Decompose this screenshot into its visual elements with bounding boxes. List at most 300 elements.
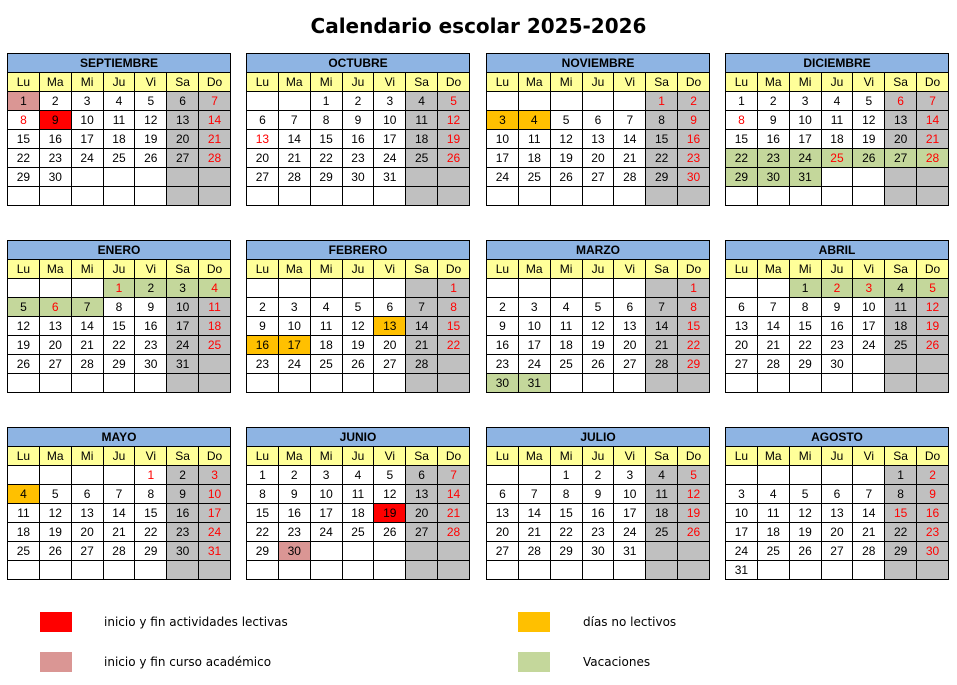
empty-cell xyxy=(518,187,550,206)
empty-cell xyxy=(374,542,406,561)
day-cell: 19 xyxy=(582,336,614,355)
day-cell: 21 xyxy=(757,336,789,355)
empty-cell xyxy=(199,168,231,187)
legend-label-inicio-fin-curso: inicio y fin curso académico xyxy=(104,655,272,669)
day-cell: 26 xyxy=(853,149,885,168)
month-name: JUNIO xyxy=(247,428,470,447)
day-cell: 5 xyxy=(550,111,582,130)
month-agosto xyxy=(725,427,949,580)
day-cell: 17 xyxy=(789,130,821,149)
month-name: ENERO xyxy=(8,241,231,260)
weekday-label: Ju xyxy=(342,447,374,466)
weekday-label: Ma xyxy=(39,447,71,466)
weekday-label: Mi xyxy=(310,73,342,92)
day-cell: 29 xyxy=(8,168,40,187)
day-cell: 28 xyxy=(614,168,646,187)
empty-cell xyxy=(71,466,103,485)
weekday-label: Mi xyxy=(789,260,821,279)
day-cell: 10 xyxy=(789,111,821,130)
day-cell: 6 xyxy=(374,298,406,317)
day-cell: 4 xyxy=(518,111,550,130)
day-cell: 16 xyxy=(39,130,71,149)
day-cell: 18 xyxy=(342,504,374,523)
weekday-label: Do xyxy=(438,73,470,92)
day-cell: 9 xyxy=(342,111,374,130)
day-cell: 13 xyxy=(39,317,71,336)
legend-swatch-vacaciones xyxy=(518,652,550,672)
day-cell: 26 xyxy=(374,523,406,542)
empty-cell xyxy=(821,561,853,580)
day-cell: 9 xyxy=(278,485,310,504)
day-cell: 29 xyxy=(103,355,135,374)
day-cell: 10 xyxy=(487,130,519,149)
weekday-label: Ma xyxy=(518,447,550,466)
day-cell: 19 xyxy=(789,523,821,542)
day-cell: 28 xyxy=(646,355,678,374)
day-cell: 26 xyxy=(8,355,40,374)
day-cell: 12 xyxy=(374,485,406,504)
day-cell: 5 xyxy=(438,92,470,111)
day-cell: 1 xyxy=(789,279,821,298)
day-cell: 13 xyxy=(374,317,406,336)
day-cell: 7 xyxy=(614,111,646,130)
month-name: MARZO xyxy=(487,241,710,260)
empty-cell xyxy=(821,466,853,485)
day-cell: 6 xyxy=(487,485,519,504)
month-name: AGOSTO xyxy=(726,428,949,447)
day-cell: 6 xyxy=(582,111,614,130)
day-cell: 25 xyxy=(518,168,550,187)
weekday-label: Ju xyxy=(821,260,853,279)
day-cell: 29 xyxy=(550,542,582,561)
day-cell: 26 xyxy=(342,355,374,374)
day-cell: 15 xyxy=(789,317,821,336)
weekday-label: Ju xyxy=(582,73,614,92)
empty-cell xyxy=(646,561,678,580)
weekday-label: Do xyxy=(438,260,470,279)
day-cell: 6 xyxy=(614,298,646,317)
day-cell: 10 xyxy=(199,485,231,504)
weekday-label: Ma xyxy=(39,260,71,279)
empty-cell xyxy=(438,355,470,374)
day-cell: 10 xyxy=(71,111,103,130)
day-cell: 1 xyxy=(8,92,40,111)
day-cell: 2 xyxy=(487,298,519,317)
day-cell: 26 xyxy=(582,355,614,374)
empty-cell xyxy=(135,374,167,393)
empty-cell xyxy=(103,168,135,187)
day-cell: 16 xyxy=(278,504,310,523)
weekday-label: Lu xyxy=(487,447,519,466)
day-cell: 3 xyxy=(167,279,199,298)
day-cell: 25 xyxy=(757,542,789,561)
day-cell: 21 xyxy=(71,336,103,355)
empty-cell xyxy=(757,374,789,393)
day-cell: 13 xyxy=(167,111,199,130)
day-cell: 7 xyxy=(853,485,885,504)
day-cell: 19 xyxy=(135,130,167,149)
day-cell: 4 xyxy=(406,92,438,111)
empty-cell xyxy=(550,187,582,206)
empty-cell xyxy=(438,168,470,187)
weekday-label: Sa xyxy=(646,73,678,92)
day-cell: 5 xyxy=(789,485,821,504)
day-cell: 15 xyxy=(247,504,279,523)
empty-cell xyxy=(342,187,374,206)
day-cell: 26 xyxy=(550,168,582,187)
empty-cell xyxy=(406,561,438,580)
empty-cell xyxy=(8,279,40,298)
day-cell: 20 xyxy=(406,504,438,523)
day-cell: 8 xyxy=(789,298,821,317)
day-cell: 26 xyxy=(789,542,821,561)
month-name: JULIO xyxy=(487,428,710,447)
day-cell: 27 xyxy=(487,542,519,561)
day-cell: 10 xyxy=(518,317,550,336)
day-cell: 5 xyxy=(39,485,71,504)
weekday-label: Ju xyxy=(103,260,135,279)
empty-cell xyxy=(789,466,821,485)
day-cell: 11 xyxy=(821,111,853,130)
empty-cell xyxy=(71,187,103,206)
weekday-label: Lu xyxy=(487,73,519,92)
empty-cell xyxy=(582,92,614,111)
day-cell: 24 xyxy=(310,523,342,542)
day-cell: 2 xyxy=(342,92,374,111)
day-cell: 6 xyxy=(406,466,438,485)
day-cell: 15 xyxy=(135,504,167,523)
day-cell: 28 xyxy=(757,355,789,374)
day-cell: 25 xyxy=(310,355,342,374)
day-cell: 27 xyxy=(247,168,279,187)
day-cell: 19 xyxy=(438,130,470,149)
weekday-label: Do xyxy=(199,73,231,92)
empty-cell xyxy=(726,279,758,298)
empty-cell xyxy=(646,279,678,298)
day-cell: 22 xyxy=(550,523,582,542)
day-cell: 22 xyxy=(103,336,135,355)
day-cell: 21 xyxy=(614,149,646,168)
day-cell: 23 xyxy=(39,149,71,168)
day-cell: 5 xyxy=(853,92,885,111)
empty-cell xyxy=(487,92,519,111)
day-cell: 23 xyxy=(678,149,710,168)
empty-cell xyxy=(853,168,885,187)
day-cell: 16 xyxy=(917,504,949,523)
day-cell: 26 xyxy=(39,542,71,561)
day-cell: 30 xyxy=(678,168,710,187)
day-cell: 27 xyxy=(39,355,71,374)
empty-cell xyxy=(885,355,917,374)
weekday-label: Sa xyxy=(406,73,438,92)
empty-cell xyxy=(8,374,40,393)
day-cell: 9 xyxy=(247,317,279,336)
day-cell: 31 xyxy=(518,374,550,393)
day-cell: 25 xyxy=(646,523,678,542)
month-marzo xyxy=(486,240,710,393)
weekday-label: Lu xyxy=(247,447,279,466)
weekday-label: Lu xyxy=(487,260,519,279)
empty-cell xyxy=(917,355,949,374)
day-cell: 8 xyxy=(550,485,582,504)
weekday-label: Mi xyxy=(310,447,342,466)
month-febrero xyxy=(246,240,470,393)
day-cell: 7 xyxy=(406,298,438,317)
day-cell: 15 xyxy=(310,130,342,149)
empty-cell xyxy=(518,466,550,485)
day-cell: 14 xyxy=(406,317,438,336)
day-cell: 2 xyxy=(582,466,614,485)
day-cell: 3 xyxy=(726,485,758,504)
empty-cell xyxy=(167,187,199,206)
day-cell: 20 xyxy=(247,149,279,168)
day-cell: 12 xyxy=(582,317,614,336)
empty-cell xyxy=(853,561,885,580)
day-cell: 7 xyxy=(917,92,949,111)
day-cell: 4 xyxy=(757,485,789,504)
day-cell: 25 xyxy=(342,523,374,542)
day-cell: 19 xyxy=(374,504,406,523)
day-cell: 12 xyxy=(135,111,167,130)
day-cell: 10 xyxy=(726,504,758,523)
empty-cell xyxy=(789,187,821,206)
day-cell: 9 xyxy=(678,111,710,130)
day-cell: 7 xyxy=(103,485,135,504)
day-cell: 21 xyxy=(199,130,231,149)
day-cell: 27 xyxy=(885,149,917,168)
day-cell: 1 xyxy=(135,466,167,485)
empty-cell xyxy=(310,279,342,298)
day-cell: 4 xyxy=(885,279,917,298)
day-cell: 30 xyxy=(39,168,71,187)
day-cell: 30 xyxy=(917,542,949,561)
day-cell: 9 xyxy=(582,485,614,504)
day-cell: 3 xyxy=(789,92,821,111)
legend-swatch-inicio-fin-curso xyxy=(40,652,72,672)
day-cell: 23 xyxy=(917,523,949,542)
month-junio xyxy=(246,427,470,580)
day-cell: 3 xyxy=(487,111,519,130)
weekday-label: Ma xyxy=(518,260,550,279)
day-cell: 5 xyxy=(374,466,406,485)
day-cell: 4 xyxy=(821,92,853,111)
weekday-label: Vi xyxy=(614,447,646,466)
empty-cell xyxy=(582,187,614,206)
day-cell: 8 xyxy=(646,111,678,130)
day-cell: 30 xyxy=(135,355,167,374)
weekday-label: Vi xyxy=(853,260,885,279)
weekday-label: Vi xyxy=(374,447,406,466)
empty-cell xyxy=(726,466,758,485)
empty-cell xyxy=(917,168,949,187)
weekday-label: Ma xyxy=(757,260,789,279)
day-cell: 23 xyxy=(167,523,199,542)
day-cell: 14 xyxy=(853,504,885,523)
day-cell: 7 xyxy=(199,92,231,111)
day-cell: 20 xyxy=(582,149,614,168)
empty-cell xyxy=(757,187,789,206)
day-cell: 13 xyxy=(726,317,758,336)
day-cell: 24 xyxy=(614,523,646,542)
day-cell: 9 xyxy=(39,111,71,130)
day-cell: 18 xyxy=(757,523,789,542)
day-cell: 1 xyxy=(646,92,678,111)
empty-cell xyxy=(247,561,279,580)
day-cell: 30 xyxy=(582,542,614,561)
day-cell: 28 xyxy=(438,523,470,542)
day-cell: 22 xyxy=(678,336,710,355)
day-cell: 19 xyxy=(678,504,710,523)
day-cell: 14 xyxy=(614,130,646,149)
empty-cell xyxy=(71,168,103,187)
day-cell: 16 xyxy=(582,504,614,523)
empty-cell xyxy=(853,355,885,374)
day-cell: 8 xyxy=(678,298,710,317)
day-cell: 28 xyxy=(199,149,231,168)
day-cell: 20 xyxy=(71,523,103,542)
empty-cell xyxy=(278,561,310,580)
day-cell: 21 xyxy=(646,336,678,355)
day-cell: 25 xyxy=(8,542,40,561)
day-cell: 11 xyxy=(550,317,582,336)
day-cell: 18 xyxy=(8,523,40,542)
day-cell: 3 xyxy=(614,466,646,485)
empty-cell xyxy=(406,187,438,206)
day-cell: 8 xyxy=(726,111,758,130)
day-cell: 5 xyxy=(342,298,374,317)
day-cell: 12 xyxy=(789,504,821,523)
day-cell: 29 xyxy=(310,168,342,187)
day-cell: 4 xyxy=(310,298,342,317)
day-cell: 3 xyxy=(853,279,885,298)
empty-cell xyxy=(614,187,646,206)
day-cell: 9 xyxy=(917,485,949,504)
day-cell: 11 xyxy=(518,130,550,149)
month-name: ABRIL xyxy=(726,241,949,260)
day-cell: 24 xyxy=(374,149,406,168)
weekday-label: Do xyxy=(678,73,710,92)
day-cell: 6 xyxy=(167,92,199,111)
empty-cell xyxy=(374,187,406,206)
weekday-label: Ju xyxy=(103,447,135,466)
weekday-label: Ma xyxy=(278,447,310,466)
day-cell: 16 xyxy=(167,504,199,523)
weekday-label: Sa xyxy=(885,73,917,92)
weekday-label: Vi xyxy=(135,73,167,92)
month-julio xyxy=(486,427,710,580)
weekday-label: Vi xyxy=(374,73,406,92)
day-cell: 30 xyxy=(757,168,789,187)
day-cell: 22 xyxy=(646,149,678,168)
day-cell: 8 xyxy=(885,485,917,504)
day-cell: 21 xyxy=(438,504,470,523)
empty-cell xyxy=(278,92,310,111)
day-cell: 7 xyxy=(278,111,310,130)
empty-cell xyxy=(757,561,789,580)
day-cell: 7 xyxy=(71,298,103,317)
day-cell: 24 xyxy=(167,336,199,355)
day-cell: 24 xyxy=(71,149,103,168)
day-cell: 17 xyxy=(199,504,231,523)
empty-cell xyxy=(167,374,199,393)
empty-cell xyxy=(614,374,646,393)
empty-cell xyxy=(582,279,614,298)
empty-cell xyxy=(199,187,231,206)
day-cell: 12 xyxy=(438,111,470,130)
day-cell: 17 xyxy=(71,130,103,149)
weekday-label: Ma xyxy=(518,73,550,92)
day-cell: 10 xyxy=(167,298,199,317)
empty-cell xyxy=(247,187,279,206)
empty-cell xyxy=(310,374,342,393)
empty-cell xyxy=(438,187,470,206)
day-cell: 2 xyxy=(247,298,279,317)
day-cell: 9 xyxy=(135,298,167,317)
day-cell: 14 xyxy=(917,111,949,130)
month-mayo xyxy=(7,427,231,580)
legend-label-inicio-fin-actividades: inicio y fin actividades lectivas xyxy=(104,615,288,629)
day-cell: 8 xyxy=(135,485,167,504)
empty-cell xyxy=(199,561,231,580)
day-cell: 17 xyxy=(310,504,342,523)
day-cell: 22 xyxy=(8,149,40,168)
empty-cell xyxy=(518,92,550,111)
empty-cell xyxy=(39,466,71,485)
day-cell: 5 xyxy=(135,92,167,111)
weekday-label: Vi xyxy=(135,447,167,466)
legend-swatch-no-lectivos xyxy=(518,612,550,632)
weekday-label: Ma xyxy=(278,73,310,92)
empty-cell xyxy=(374,374,406,393)
weekday-label: Ma xyxy=(757,447,789,466)
day-cell: 27 xyxy=(726,355,758,374)
month-name: FEBRERO xyxy=(247,241,470,260)
weekday-label: Lu xyxy=(8,447,40,466)
day-cell: 13 xyxy=(885,111,917,130)
weekday-label: Do xyxy=(917,447,949,466)
empty-cell xyxy=(789,374,821,393)
day-cell: 11 xyxy=(342,485,374,504)
empty-cell xyxy=(726,187,758,206)
day-cell: 10 xyxy=(278,317,310,336)
day-cell: 31 xyxy=(199,542,231,561)
day-cell: 13 xyxy=(821,504,853,523)
weekday-label: Do xyxy=(438,447,470,466)
day-cell: 7 xyxy=(438,466,470,485)
day-cell: 6 xyxy=(885,92,917,111)
day-cell: 20 xyxy=(885,130,917,149)
day-cell: 29 xyxy=(646,168,678,187)
empty-cell xyxy=(853,187,885,206)
day-cell: 1 xyxy=(885,466,917,485)
weekday-label: Mi xyxy=(550,260,582,279)
weekday-label: Sa xyxy=(167,447,199,466)
day-cell: 19 xyxy=(39,523,71,542)
weekday-label: Vi xyxy=(614,73,646,92)
empty-cell xyxy=(39,561,71,580)
day-cell: 7 xyxy=(757,298,789,317)
day-cell: 6 xyxy=(39,298,71,317)
day-cell: 23 xyxy=(821,336,853,355)
day-cell: 14 xyxy=(199,111,231,130)
day-cell: 30 xyxy=(821,355,853,374)
day-cell: 15 xyxy=(103,317,135,336)
day-cell: 2 xyxy=(821,279,853,298)
month-name: DICIEMBRE xyxy=(726,54,949,73)
day-cell: 13 xyxy=(71,504,103,523)
day-cell: 7 xyxy=(646,298,678,317)
weekday-label: Ma xyxy=(757,73,789,92)
